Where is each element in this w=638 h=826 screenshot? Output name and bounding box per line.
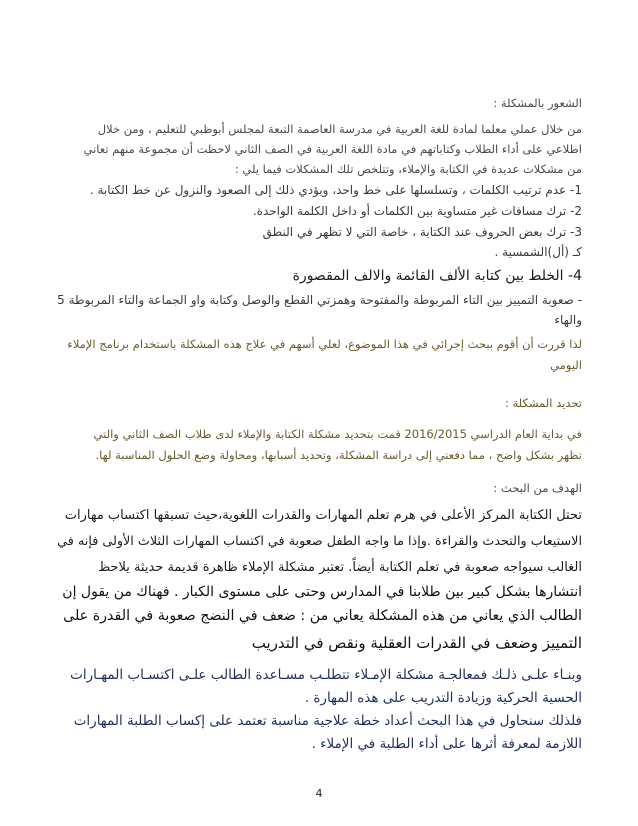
paragraph-line: الاستيعاب والتحدث والقراءة .وإذا ما واجه الطفل صعوبة في اكتساب المهارات الثلاث الأولى فإنه في	[57, 534, 582, 549]
paragraph-line-large: التمييز وضعف في القدرات العقلية ونقص في التدريب	[251, 634, 582, 652]
paragraph-line: الغالب سيواجه صعوبة في تعلم الكتابة أيضاً. تعتبر مشكلة الإملاء ظاهرة قديمة حديثة يلاحظ	[98, 560, 582, 575]
paragraph-line: تحتل الكتابة المركز الأعلى في هرم تعلم المهارات والقدرات اللغوية،حيث تسبقها اكتساب مهارات	[64, 508, 582, 523]
section-title-problem-feeling: الشعور بالمشكلة :	[493, 96, 582, 110]
section-title-problem-definition: تحديد المشكلة :	[504, 396, 582, 410]
paragraph-line: من مشكلات عديدة في الكتابة والإملاء، وتتلخص تلك المشكلات فيما يلي :	[234, 162, 582, 176]
paragraph-line: وبنـاء علـى ذلـك فمعالجـة مشكلة الإمـلاء تتطلـب مسـاعدة الطالب علـى اكتسـاب المهـارات	[70, 667, 582, 683]
paragraph-line-large: الطالب الذي يعاني من هذه المشكلة يعاني من : ضعف في النضج صعوبة في القدرة على	[63, 608, 582, 624]
paragraph-line: اطلاعي على أداء الطلاب وكتاباتهم في مادة اللغة العربية في الصف الثاني لاحظت أن مجموعة منهم تعاني	[83, 142, 582, 156]
list-item-1: 1- عدم ترتيب الكلمات ، وتسلسلها على خط واحد، ويؤدي ذلك إلى الصعود والنزول عن خط الكتابة .	[89, 183, 582, 197]
paragraph-line: تظهر بشكل واضح ، مما دفعني إلى دراسة المشكلة، وتحديد أسبابها، ومحاولة وضع الحلول المناسبة لها.	[95, 448, 582, 462]
conclusion-line: اليومي	[550, 358, 582, 372]
list-item-5-continued: والهاء	[554, 313, 582, 327]
list-item-5: - صعوبة التمييز بين التاء المربوطة والمفتوحة وهمزتي القطع والوصل وكتابة واو الجماعة والتاء المربوطة 5	[57, 293, 582, 307]
section-title-research-goal: الهدف من البحث :	[493, 481, 582, 495]
paragraph-line: من خلال عملي معلما لمادة للغة العربية في مدرسة العاصمة التبعة لمجلس أبوظبي للتعليم ، ومن خلال	[97, 122, 582, 136]
paragraph-line-large: انتشارها بشكل كبير بين طلابنا في المدارس وحتى على مستوى الكبار . فهناك من يقول إن	[62, 584, 582, 600]
conclusion-line: لذا قررت أن أقوم ببحث إجرائي في هذا الموضوع، لعلي أسهم في علاج هذه المشكلة باستخدام برنامج الإملاء	[67, 337, 582, 351]
list-item-3-continued: كـ (أل)الشمسية .	[494, 245, 582, 259]
paragraph-line: الحسية الحركية وزيادة التدريب على هذه المهارة .	[304, 690, 582, 706]
paragraph-line: اللازمة لمعرفة أثرها على أداء الطلبة في الإملاء .	[311, 736, 582, 752]
list-item-4: 4- الخلط بين كتابة الألف القائمة والالف المقصورة	[292, 268, 582, 284]
paragraph-line: فلذلك سنحاول في هذا البحث أعداد خطة علاجية مناسبة تعتمد على إكساب الطلبة المهارات	[73, 713, 582, 729]
paragraph-line: في بداية العام الدراسي 2016/2015 قمت بتحديد مشكلة الكتابة والإملاء لدى طلاب الصف الثاني والتي	[93, 427, 582, 441]
list-item-3: 3- ترك بعض الحروف عند الكتابة ، خاصة التي لا تظهر في النطق	[262, 225, 582, 239]
page-number: 4	[315, 787, 323, 800]
list-item-2: 2- ترك مسافات غير متساوية بين الكلمات أو داخل الكلمة الواحدة.	[252, 204, 582, 218]
